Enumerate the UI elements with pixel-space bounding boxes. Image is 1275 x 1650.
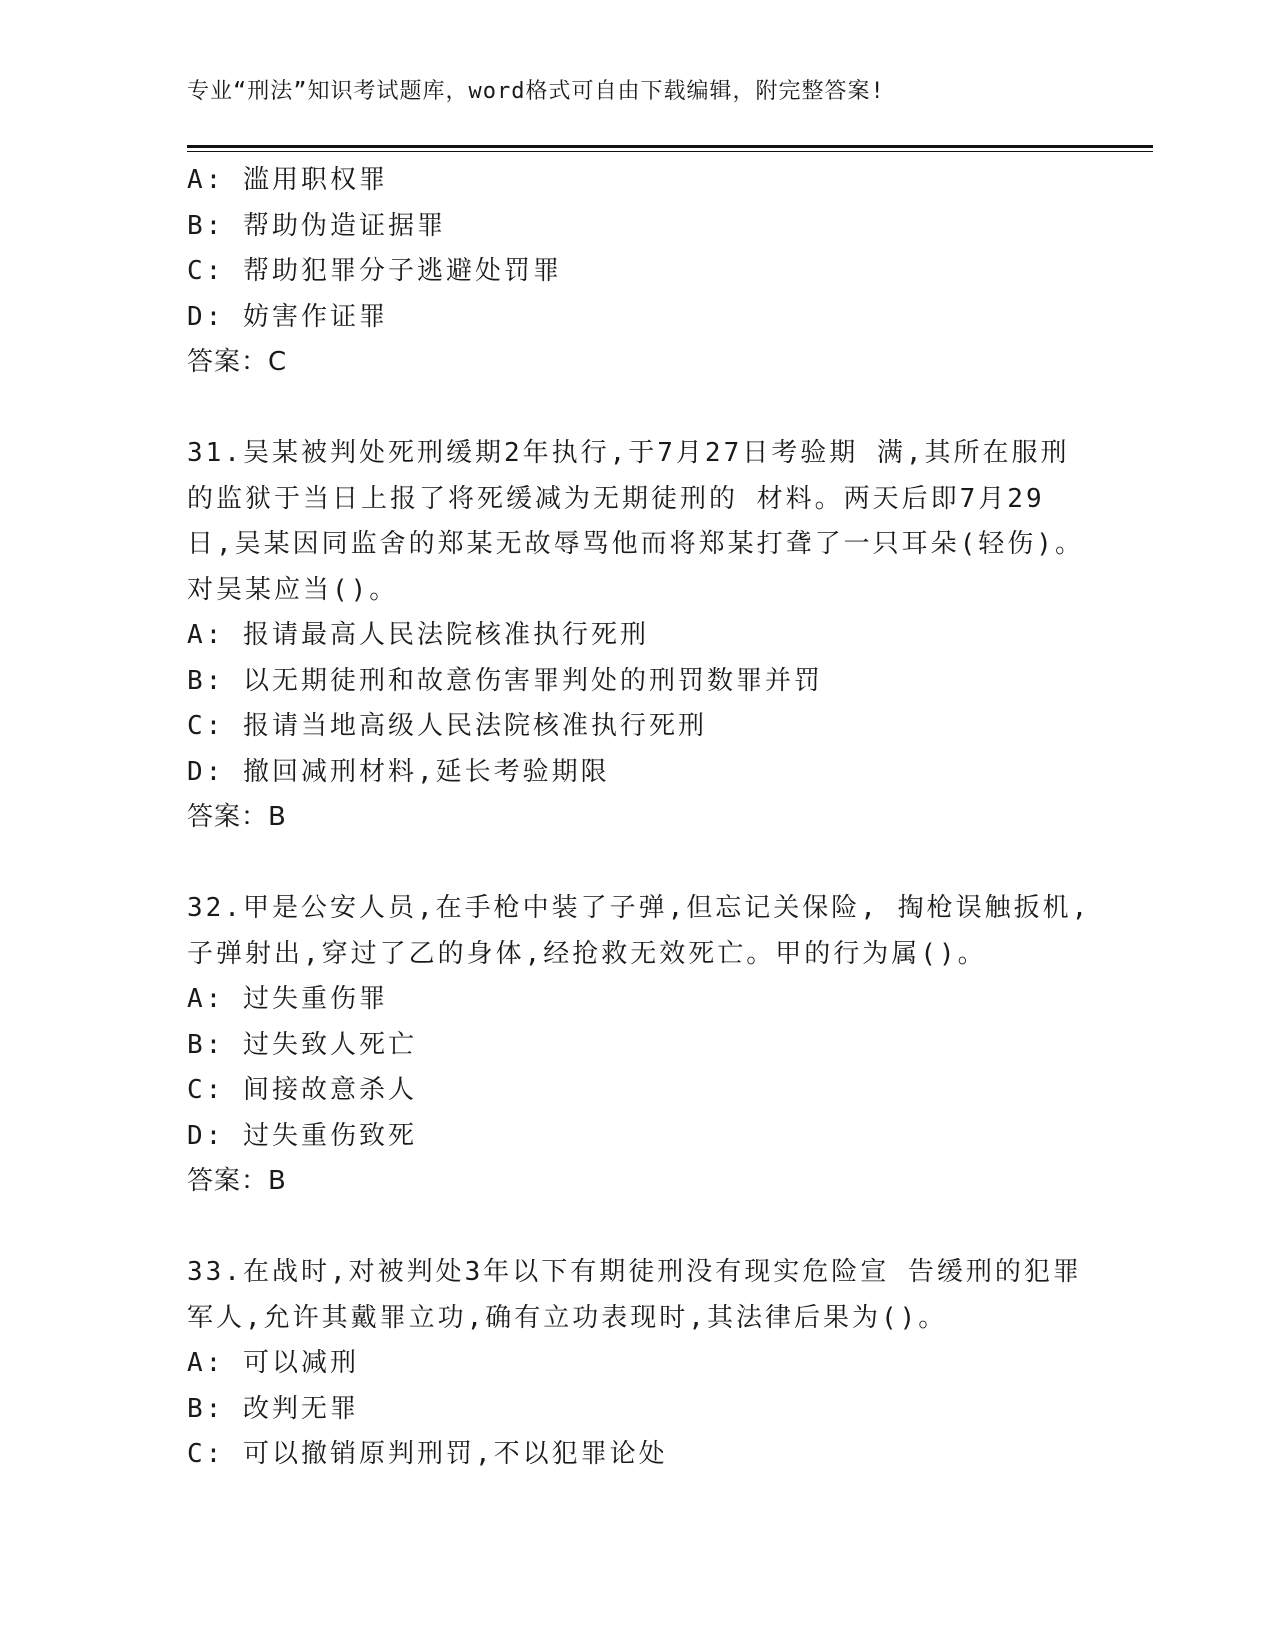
question-text-line: 31.吴某被判处死刑缓期2年执行,于7月27日考验期 满,其所在服刑 xyxy=(187,438,1070,468)
question-text-line: 32.甲是公安人员,在手枪中装了子弹,但忘记关保险, 掏枪误触扳机, xyxy=(187,893,1091,923)
option-b: B: 以无期徒刑和故意伤害罪判处的刑罚数罪并罚 xyxy=(187,665,823,696)
answer-line: 答案：C xyxy=(187,347,288,377)
question-text-line: 对吴某应当()。 xyxy=(187,574,399,605)
question-block-33 xyxy=(187,1250,1087,1478)
option-a: A: 过失重伤罪 xyxy=(187,984,388,1014)
question-block-32 xyxy=(187,886,1091,1205)
question-text-line: 子弹射出,穿过了乙的身体,经抢救无效死亡。甲的行为属()。 xyxy=(187,938,987,969)
header-rule-thin xyxy=(187,151,1153,152)
question-text-line: 的监狱于当日上报了将死缓减为无期徒刑的 材料。两天后即7月29 xyxy=(187,483,1045,514)
page-header: 专业“刑法”知识考试题库，word格式可自由下载编辑，附完整答案! xyxy=(187,79,885,104)
question-block-30 xyxy=(187,158,1087,386)
header-rule-thick xyxy=(187,145,1153,148)
question-text-line: 日,吴某因同监舍的郑某无故辱骂他而将郑某打聋了一只耳朵(轻伤)。 xyxy=(187,529,1084,559)
question-block-31 xyxy=(187,431,1087,841)
answer-line: 答案：B xyxy=(187,802,287,832)
option-c: C: 间接故意杀人 xyxy=(187,1075,417,1105)
block-spacer xyxy=(187,386,1087,432)
option-d: D: 妨害作证罪 xyxy=(187,301,388,332)
option-b: B: 改判无罪 xyxy=(187,1393,359,1424)
option-b: B: 帮助伪造证据罪 xyxy=(187,210,446,241)
option-c: C: 帮助犯罪分子逃避处罚罪 xyxy=(187,256,562,286)
option-a: A: 滥用职权罪 xyxy=(187,165,388,195)
option-c: C: 可以撤销原判刑罚,不以犯罪论处 xyxy=(187,1439,668,1469)
question-text-line: 33.在战时,对被判处3年以下有期徒刑没有现实危险宣 告缓刑的犯罪 xyxy=(187,1257,1082,1287)
block-spacer xyxy=(187,841,1087,887)
answer-line: 答案：B xyxy=(187,1166,287,1196)
block-spacer xyxy=(187,1205,1087,1251)
option-b: B: 过失致人死亡 xyxy=(187,1029,417,1060)
question-content xyxy=(187,158,1091,1478)
option-a: A: 报请最高人民法院核准执行死刑 xyxy=(187,620,649,650)
question-text-line: 军人,允许其戴罪立功,确有立功表现时,其法律后果为()。 xyxy=(187,1302,948,1333)
option-c: C: 报请当地高级人民法院核准执行死刑 xyxy=(187,711,707,741)
option-a: A: 可以减刑 xyxy=(187,1348,359,1378)
option-d: D: 过失重伤致死 xyxy=(187,1120,417,1151)
option-d: D: 撤回减刑材料,延长考验期限 xyxy=(187,756,610,787)
